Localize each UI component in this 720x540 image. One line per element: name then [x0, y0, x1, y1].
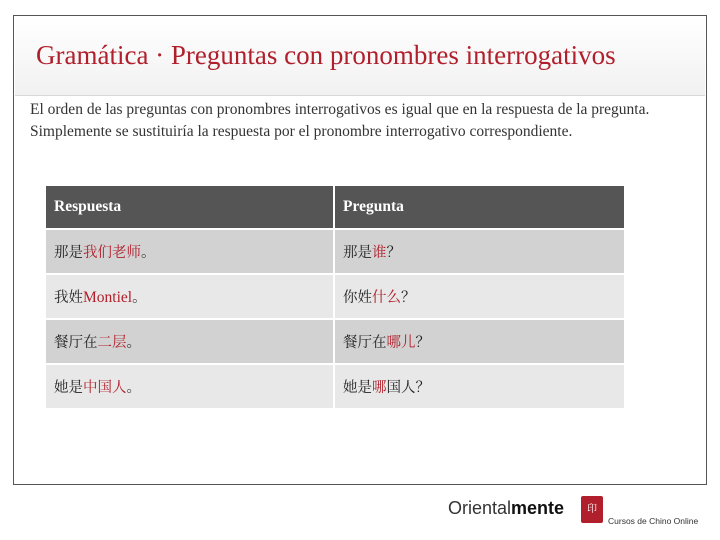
brand-tagline: Cursos de Chino Online — [608, 516, 699, 526]
cell-text: 餐厅在 — [54, 335, 98, 351]
highlighted-text: 哪儿 — [386, 335, 416, 351]
cell-text: 你姓 — [343, 290, 372, 306]
highlighted-text: Montiel — [83, 289, 133, 306]
cell-text: ？ — [386, 245, 401, 261]
cell-text: 她是 — [54, 380, 83, 396]
highlighted-text: 中国人 — [83, 380, 127, 396]
cell-text: ？ — [415, 335, 430, 351]
cell-text: 餐厅在 — [343, 335, 387, 351]
highlighted-text: 谁 — [372, 245, 387, 261]
cell-text: 那是 — [343, 245, 372, 261]
highlighted-text: 哪 — [372, 380, 387, 396]
brand-logo — [448, 498, 564, 519]
table-header-row — [46, 186, 624, 229]
title-bar — [15, 17, 705, 96]
cell-pregunta — [334, 319, 624, 364]
cell-text: 我姓 — [54, 290, 83, 306]
table-body — [46, 229, 624, 408]
table-row — [46, 229, 624, 274]
table-row — [46, 274, 624, 319]
logo-text-mente: mente — [511, 498, 565, 518]
questions-table — [46, 186, 624, 408]
logo-text-oriental: Oriental — [448, 498, 512, 518]
cell-respuesta — [46, 229, 334, 274]
cell-respuesta — [46, 364, 334, 408]
header-respuesta: Respuesta — [46, 186, 334, 229]
cell-pregunta — [334, 274, 624, 319]
cell-pregunta — [334, 364, 624, 408]
highlighted-text: 什么 — [372, 290, 401, 306]
table-row — [46, 364, 624, 408]
cell-text: ？ — [401, 290, 416, 306]
cell-text: 。 — [132, 290, 147, 306]
cell-respuesta — [46, 319, 334, 364]
highlighted-text: 我们老师 — [83, 245, 141, 261]
intro-paragraph: El orden de las preguntas con pronombres interrogativos es igual que en la respuesta de la pregunta. Simplemente se sustituiría la respuesta por el pronombre interrogativo correspondiente. — [30, 101, 650, 140]
cell-text: 。 — [126, 335, 141, 351]
cell-text: 那是 — [54, 245, 83, 261]
cell-pregunta — [334, 229, 624, 274]
cell-text: 。 — [126, 380, 141, 396]
table-row — [46, 319, 624, 364]
cell-respuesta — [46, 274, 334, 319]
seal-icon: 印 — [581, 496, 603, 523]
highlighted-text: 二层 — [97, 335, 127, 351]
slide-title: Gramática · Preguntas con pronombres interrogativos — [36, 40, 616, 70]
cell-text: 国人？ — [386, 380, 430, 396]
header-pregunta: Pregunta — [334, 186, 624, 229]
cell-text: 她是 — [343, 380, 372, 396]
cell-text: 。 — [141, 245, 156, 261]
